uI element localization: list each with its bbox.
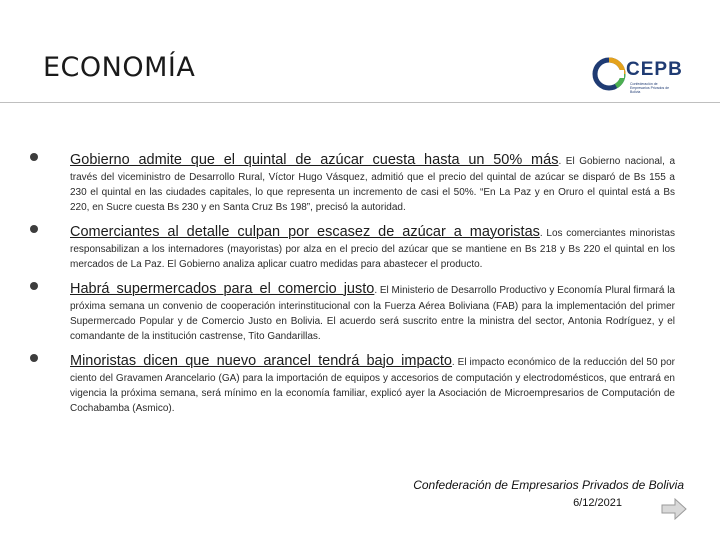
news-headline-link[interactable]: Minoristas dicen que nuevo arancel tendrá bajo impacto <box>70 353 452 369</box>
footer-date: 6/12/2021 <box>573 497 622 509</box>
news-list <box>30 150 675 423</box>
bullet-icon <box>30 225 38 233</box>
bullet-icon <box>30 354 38 362</box>
logo-tagline: Confederación de Empresarios Privados de Bolivia <box>630 82 670 94</box>
news-headline-link[interactable]: Habrá supermercados para el comercio justo <box>70 281 375 297</box>
news-body: . El Gobierno nacional, a través del viceministro de Desarrollo Rural, Víctor Hugo Vásquez, admitió que el precio del quintal de azúcar se disparó de Bs 155 a 230 el quintal en las ciudades capitales, lo que representa un incremento de casi el 50%. “En La Paz y en Oruro el quintal está a Bs 220, en Sucre cuesta Bs 230 y en Santa Cruz Bs 198”, precisó la autoridad. <box>70 156 676 213</box>
news-body: . Los comerciantes minoristas responsabilizan a los internadores (mayoristas) por alza en el precio del azúcar que se mantiene en Bs 218 y Bs 220 el quintal en los mercados de La Paz. El Gobierno analiza aplicar cuatro medidas para abastecer el producto. <box>70 228 675 270</box>
logo-wordmark: CEPB <box>626 59 683 80</box>
news-headline-link[interactable]: Gobierno admite que el quintal de azúcar cuesta hasta un 50% más <box>70 152 559 168</box>
bullet-icon <box>30 153 38 161</box>
bullet-icon <box>30 282 38 290</box>
slide-title: ECONOMÍA <box>43 52 196 83</box>
title-divider <box>0 102 720 103</box>
news-item <box>30 222 675 272</box>
arrow-right-icon[interactable] <box>661 498 687 520</box>
news-headline-link[interactable]: Comerciantes al detalle culpan por escasez de azúcar a mayoristas <box>70 224 540 240</box>
news-item <box>30 351 675 416</box>
news-item <box>30 150 675 215</box>
news-body: . El impacto económico de la reducción del 50 por ciento del Gravamen Arancelario (GA) para la importación de equipos y accesorios de computación y electrodomésticos, que entrará en vigencia la próxima semana, será mínimo en la economía familiar, explicó ayer la Asociación de Microempresarios de Computación de Cochabamba (Asmico). <box>70 357 675 414</box>
footer-organization: Confederación de Empresarios Privados de Bolivia <box>413 478 684 492</box>
news-body: . El Ministerio de Desarrollo Productivo y Economía Plural firmará la próxima semana un convenio de cooperación interinstitucional con la Fuerza Aérea Boliviana (FAB) para la implementación del primer Supermercado Popular y de Comercio Justo en Bolivia. El acuerdo será suscrito entre la ministra del sector, Antonia Rodríguez, y el comandante de la institución castrense, Tito Gandarillas. <box>70 285 675 342</box>
news-item <box>30 279 675 344</box>
